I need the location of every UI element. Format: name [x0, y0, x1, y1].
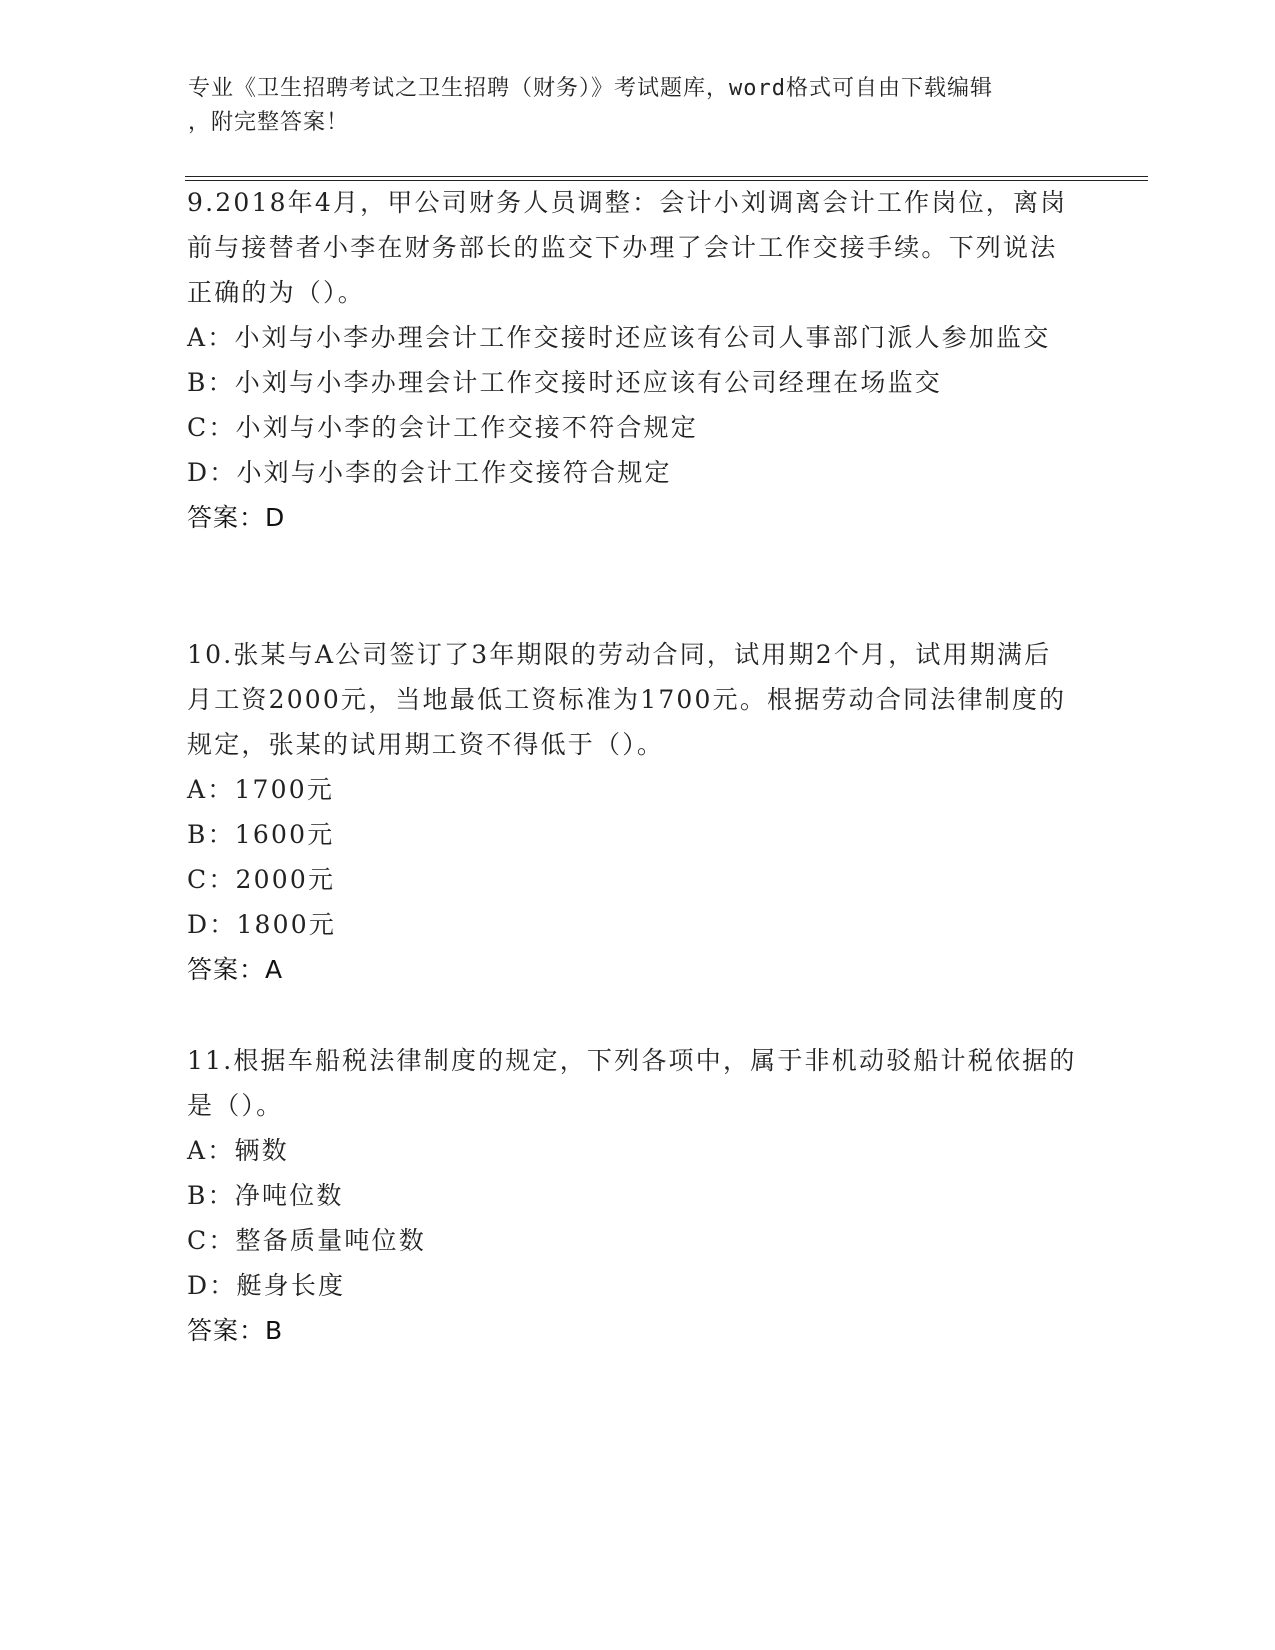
answer: 答案：B	[187, 1316, 284, 1345]
question-stem: 11.根据车船税法律制度的规定，下列各项中，属于非机动驳船计税依据的是（）。	[187, 1046, 1077, 1120]
option-c: C：2000元	[187, 865, 336, 894]
question-9	[187, 180, 1077, 540]
option-d: D：艇身长度	[187, 1271, 346, 1300]
option-d: D：小刘与小李的会计工作交接符合规定	[187, 458, 672, 487]
option-d: D：1800元	[187, 910, 337, 939]
header-line-2: ，附完整答案！	[188, 110, 350, 135]
option-c: C：小刘与小李的会计工作交接不符合规定	[187, 413, 698, 442]
option-a: A：小刘与小李办理会计工作交接时还应该有公司人事部门派人参加监交	[187, 323, 1051, 352]
option-a: A：辆数	[187, 1136, 289, 1165]
question-11	[187, 1038, 1077, 1353]
option-c: C：整备质量吨位数	[187, 1226, 426, 1255]
option-b: B：小刘与小李办理会计工作交接时还应该有公司经理在场监交	[187, 368, 942, 397]
document-header	[188, 72, 1068, 140]
question-stem: 10.张某与A公司签订了3年期限的劳动合同，试用期2个月，试用期满后月工资2000元，当地最低工资标准为1700元。根据劳动合同法律制度的规定，张某的试用期工资不得低于（）。	[187, 640, 1067, 759]
question-10	[187, 632, 1077, 992]
option-a: A：1700元	[187, 775, 335, 804]
option-b: B：1600元	[187, 820, 335, 849]
option-b: B：净吨位数	[187, 1181, 344, 1210]
header-line-1: 专业《卫生招聘考试之卫生招聘（财务）》考试题库，word格式可自由下载编辑	[188, 76, 993, 101]
answer: 答案：A	[187, 955, 284, 984]
question-stem: 9.2018年4月，甲公司财务人员调整：会计小刘调离会计工作岗位，离岗前与接替者小李在财务部长的监交下办理了会计工作交接手续。下列说法正确的为（）。	[187, 188, 1068, 307]
answer: 答案：D	[187, 503, 286, 532]
